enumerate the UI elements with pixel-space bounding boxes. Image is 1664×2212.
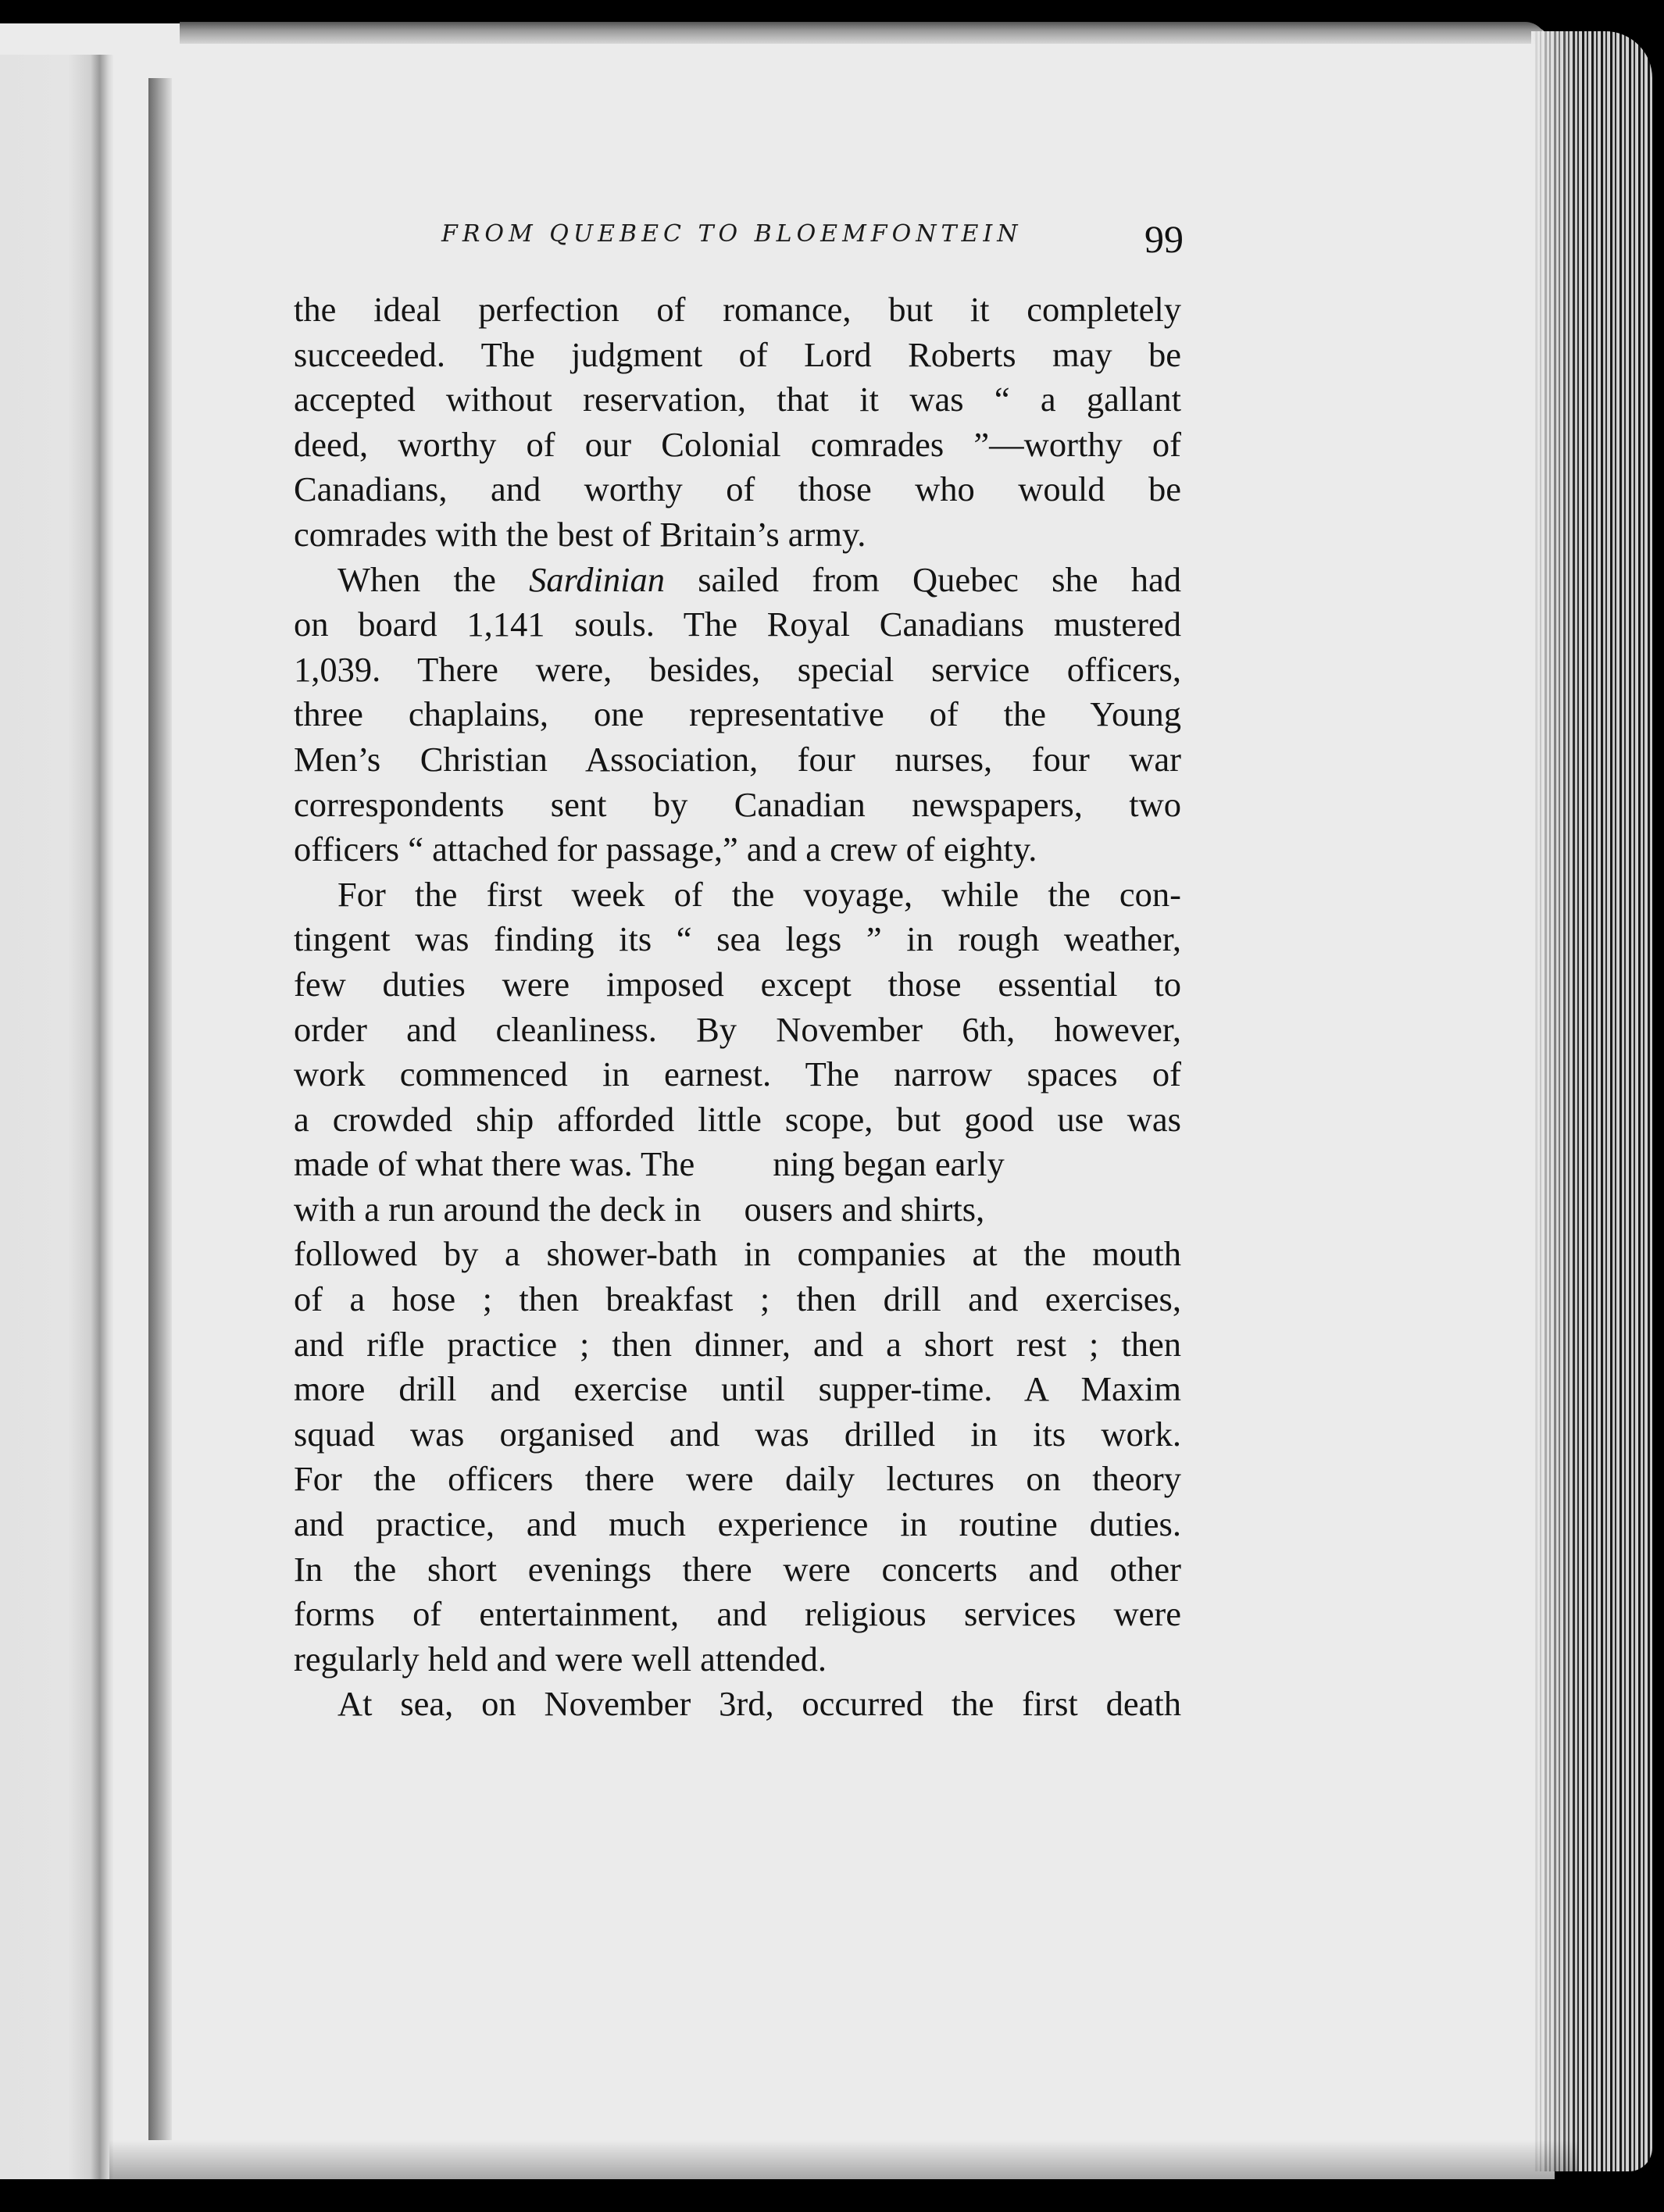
text-line: correspondents sent by Canadian newspapers, two bbox=[294, 784, 1181, 824]
ship-prefix: When the bbox=[337, 559, 530, 599]
text-line: officers “ attached for passage,” and a crew of eighty. bbox=[294, 830, 1037, 869]
text-line: For the first week of the voyage, while the con- bbox=[337, 874, 1181, 914]
line-end: ning began early bbox=[773, 1144, 1005, 1184]
line-start: with a run around the deck in bbox=[294, 1189, 702, 1229]
text-line: three chaplains, one representative of the Young bbox=[294, 694, 1181, 734]
page-top-edge bbox=[180, 22, 1547, 44]
text-line: At sea, on November 3rd, occurred the first death bbox=[337, 1684, 1181, 1724]
text-line: of a hose ; then breakfast ; then drill and exercises, bbox=[294, 1279, 1181, 1319]
page-bottom-shadow bbox=[109, 2140, 1578, 2187]
text-line: deed, worthy of our Colonial comrades ”—worthy of bbox=[294, 424, 1181, 464]
text-line: squad was organised and was drilled in its work. bbox=[294, 1414, 1181, 1454]
line-start: made of what there was. The bbox=[294, 1144, 695, 1184]
text-line: and rifle practice ; then dinner, and a short rest ; then bbox=[294, 1324, 1181, 1364]
text-line-ship bbox=[294, 558, 1181, 603]
text-line: more drill and exercise until supper-time. A Maxim bbox=[294, 1369, 1181, 1409]
body-text bbox=[294, 287, 1181, 1727]
text-line: Men’s Christian Association, four nurses, four war bbox=[294, 739, 1181, 779]
page-stack-fade bbox=[1531, 31, 1578, 2171]
text-line: forms of entertainment, and religious services were bbox=[294, 1594, 1181, 1634]
running-head-title: FROM QUEBEC TO BLOEMFONTEIN bbox=[441, 220, 1023, 248]
text-line: a crowded ship afforded little scope, but good use was bbox=[294, 1099, 1181, 1139]
text-line: order and cleanliness. By November 6th, however, bbox=[294, 1009, 1181, 1049]
text-line: and practice, and much experience in routine duties. bbox=[294, 1504, 1181, 1544]
text-line: comrades with the best of Britain’s army. bbox=[294, 514, 866, 554]
ship-suffix: sailed from Quebec she had bbox=[665, 559, 1181, 599]
text-line-damaged bbox=[294, 1187, 1181, 1233]
text-line-damaged bbox=[294, 1142, 1181, 1187]
text-line: work commenced in earnest. The narrow spaces of bbox=[294, 1054, 1181, 1094]
text-line: 1,039. There were, besides, special service officers, bbox=[294, 649, 1181, 689]
text-line: accepted without reservation, that it was “ a gallant bbox=[294, 380, 1181, 419]
ship-name: Sardinian bbox=[529, 559, 666, 599]
page-number: 99 bbox=[1144, 217, 1184, 261]
text-line: the ideal perfection of romance, but it completely bbox=[294, 290, 1181, 329]
text-line: For the officers there were daily lectures on theory bbox=[294, 1459, 1181, 1499]
text-line: Canadians, and worthy of those who would be bbox=[294, 469, 1181, 509]
gutter-shadow bbox=[148, 78, 172, 2140]
text-line: regularly held and were well attended. bbox=[294, 1639, 827, 1679]
text-line: followed by a shower-bath in companies at the mouth bbox=[294, 1234, 1181, 1274]
text-line: succeeded. The judgment of Lord Roberts may be bbox=[294, 334, 1181, 374]
line-end: ousers and shirts, bbox=[744, 1189, 985, 1229]
facing-page-edge bbox=[0, 55, 113, 2179]
text-line: In the short evenings there were concerts and other bbox=[294, 1549, 1181, 1589]
text-line: tingent was finding its “ sea legs ” in rough weather, bbox=[294, 919, 1181, 959]
text-line: on board 1,141 souls. The Royal Canadians mustered bbox=[294, 605, 1181, 644]
text-line: few duties were imposed except those essential to bbox=[294, 964, 1181, 1004]
